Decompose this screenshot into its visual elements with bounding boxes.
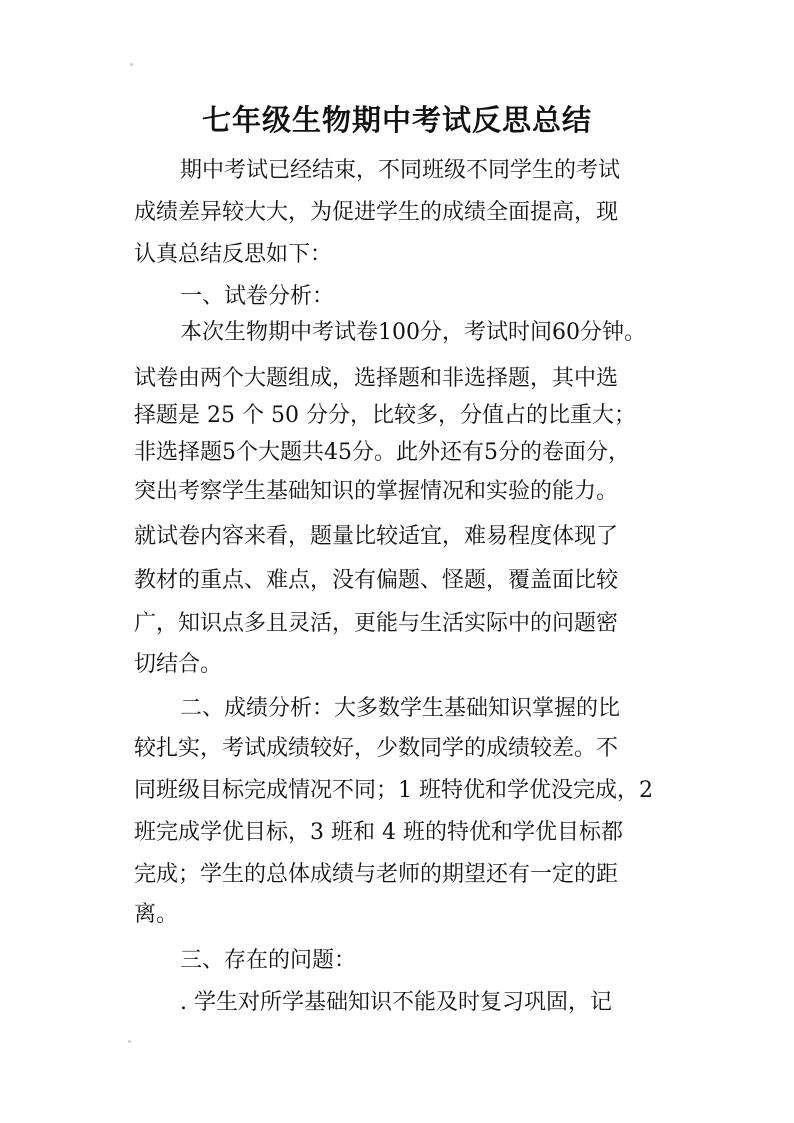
paragraph-line: . 学生对所学基础知识不能及时复习巩固，记: [180, 990, 612, 1015]
paragraph-line: 广，知识点多且灵活，更能与生活实际中的问题密: [134, 611, 619, 636]
paragraph-line: 完成；学生的总体成绩与老师的期望还有一定的距: [134, 862, 619, 887]
paragraph-line: 非选择题5个大题共45分。此外还有5分的卷面分，: [134, 440, 630, 465]
paragraph-line: 教材的重点、难点，没有偏题、怪题，覆盖面比较: [134, 568, 619, 593]
paragraph-line: 较扎实，考试成绩较好，少数同学的成绩较差。不: [134, 736, 619, 761]
paragraph-line: 试卷由两个大题组成，选择题和非选择题，其中选: [134, 366, 619, 391]
paragraph-line: 切结合。: [134, 652, 223, 677]
paragraph-line: 同班级目标完成情况不同；1 班特优和学优没完成，2: [134, 778, 653, 803]
document-title: 七年级生物期中考试反思总结: [201, 103, 592, 137]
paragraph-line: 突出考察学生基础知识的掌握情况和实验的能力。: [134, 479, 619, 504]
section-heading: 二、成绩分析：大多数学生基础知识掌握的比: [180, 696, 621, 721]
paragraph-line: 就试卷内容来看，题量比较适宜，难易程度体现了: [134, 524, 619, 549]
section-heading: 一、试卷分析：: [180, 284, 335, 309]
paragraph-line: 离。: [134, 902, 179, 927]
paragraph-line: 成绩差异较大大，为促进学生的成绩全面提高，现: [134, 200, 619, 225]
speck-mark-top: [130, 63, 133, 66]
paragraph-line: 期中考试已经结束，不同班级不同学生的考试: [180, 158, 621, 183]
section-heading: 三、存在的问题：: [180, 948, 357, 973]
paragraph-line: 本次生物期中考试卷100分，考试时间60分钟。: [180, 320, 646, 345]
paragraph-line: 班完成学优目标，3 班和 4 班的特优和学优目标都: [134, 820, 623, 845]
paragraph-line: 认真总结反思如下：: [134, 242, 333, 267]
paragraph-line: 择题是 25 个 50 分分，比较多，分值占的比重大；: [134, 403, 636, 428]
speck-mark-bottom: [128, 1040, 131, 1043]
